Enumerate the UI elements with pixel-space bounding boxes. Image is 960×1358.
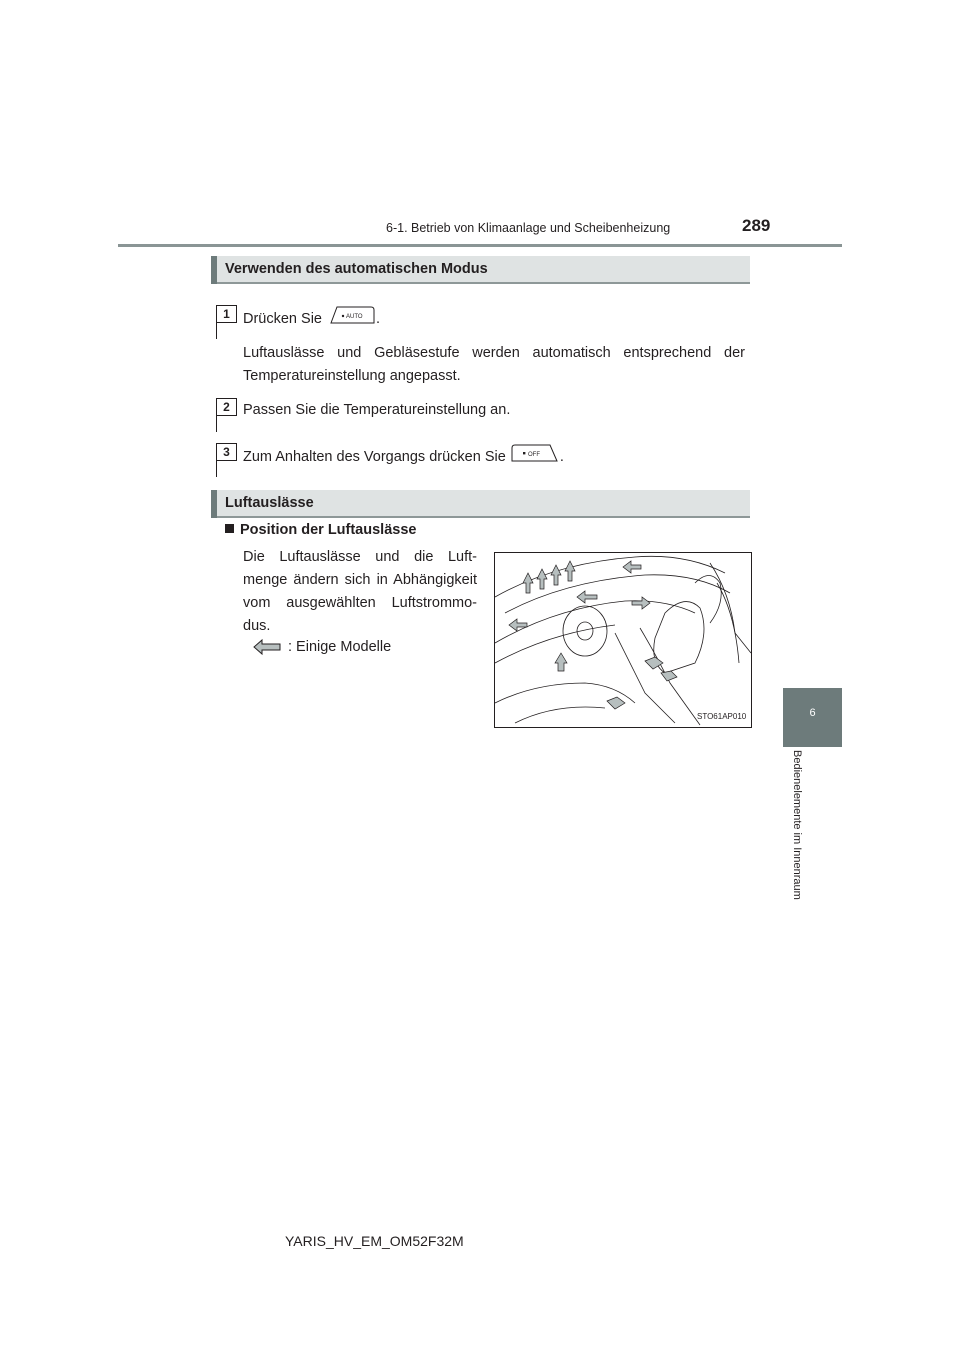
- car-interior-illustration: [494, 552, 752, 728]
- svg-text:AUTO: AUTO: [346, 314, 363, 320]
- chapter-title-wrapper: [790, 750, 804, 935]
- section-heading-title: Verwenden des automatischen Modus: [225, 261, 488, 277]
- chapter-title: Bedienelemente im Innenraum: [791, 750, 803, 900]
- step-1-detail-line-2: Temperatureinstellung angepasst.: [243, 368, 461, 384]
- outlets-para-line-3: vom ausgewählten Luftstrommo-: [243, 595, 477, 611]
- square-bullet-icon: [225, 524, 234, 533]
- step-3-instruction: [243, 443, 564, 471]
- step-number-1: 1: [216, 305, 237, 323]
- outlets-para-line-1: Die Luftauslässe und die Luft-: [243, 549, 477, 565]
- page-number: 289: [742, 216, 771, 235]
- auto-button-icon: [326, 305, 376, 333]
- header-rule: [118, 244, 842, 247]
- step-1-period: .: [376, 310, 381, 327]
- svg-text:OFF: OFF: [527, 452, 540, 458]
- step-number-2: 2: [216, 398, 237, 416]
- step-number-3: 3: [216, 443, 237, 461]
- section-heading-auto-mode: [211, 256, 750, 284]
- running-header: 6-1. Betrieb von Klimaanlage und Scheibenheizung: [386, 221, 671, 235]
- step-rule: [216, 416, 217, 432]
- step-1-text: Drücken Sie: [243, 310, 322, 327]
- outlets-para-line-2: menge ändern sich in Abhängigkeit: [243, 572, 477, 588]
- gray-arrow-legend-icon: [252, 638, 282, 661]
- off-button-icon: [510, 443, 560, 471]
- step-rule: [216, 461, 217, 477]
- document-code: YARIS_HV_EM_OM52F32M: [285, 1233, 464, 1249]
- subheading-text: Position der Luftauslässe: [240, 522, 417, 538]
- step-2-instruction: Passen Sie die Temperatureinstellung an.: [243, 402, 511, 418]
- legend-text: : Einige Modelle: [288, 639, 392, 655]
- outlets-para-line-4: dus.: [243, 618, 271, 634]
- step-rule: [216, 323, 217, 339]
- section-heading-bar: [211, 490, 217, 518]
- section-heading-title: Luftauslässe: [225, 495, 314, 511]
- step-3-text: Zum Anhalten des Vorgangs drücken Sie: [243, 448, 506, 465]
- step-3-period: .: [559, 448, 564, 465]
- step-1-detail-line-1: Luftauslässe und Gebläsestufe werden automatisch entsprechend der: [243, 345, 745, 361]
- section-heading-outlets: [211, 490, 750, 518]
- subheading-outlet-position: [225, 519, 416, 542]
- step-1-instruction: [243, 305, 380, 333]
- illustration-caption: STO61AP010: [697, 712, 747, 721]
- section-heading-bar: [211, 256, 217, 284]
- chapter-tab: 6: [783, 688, 842, 747]
